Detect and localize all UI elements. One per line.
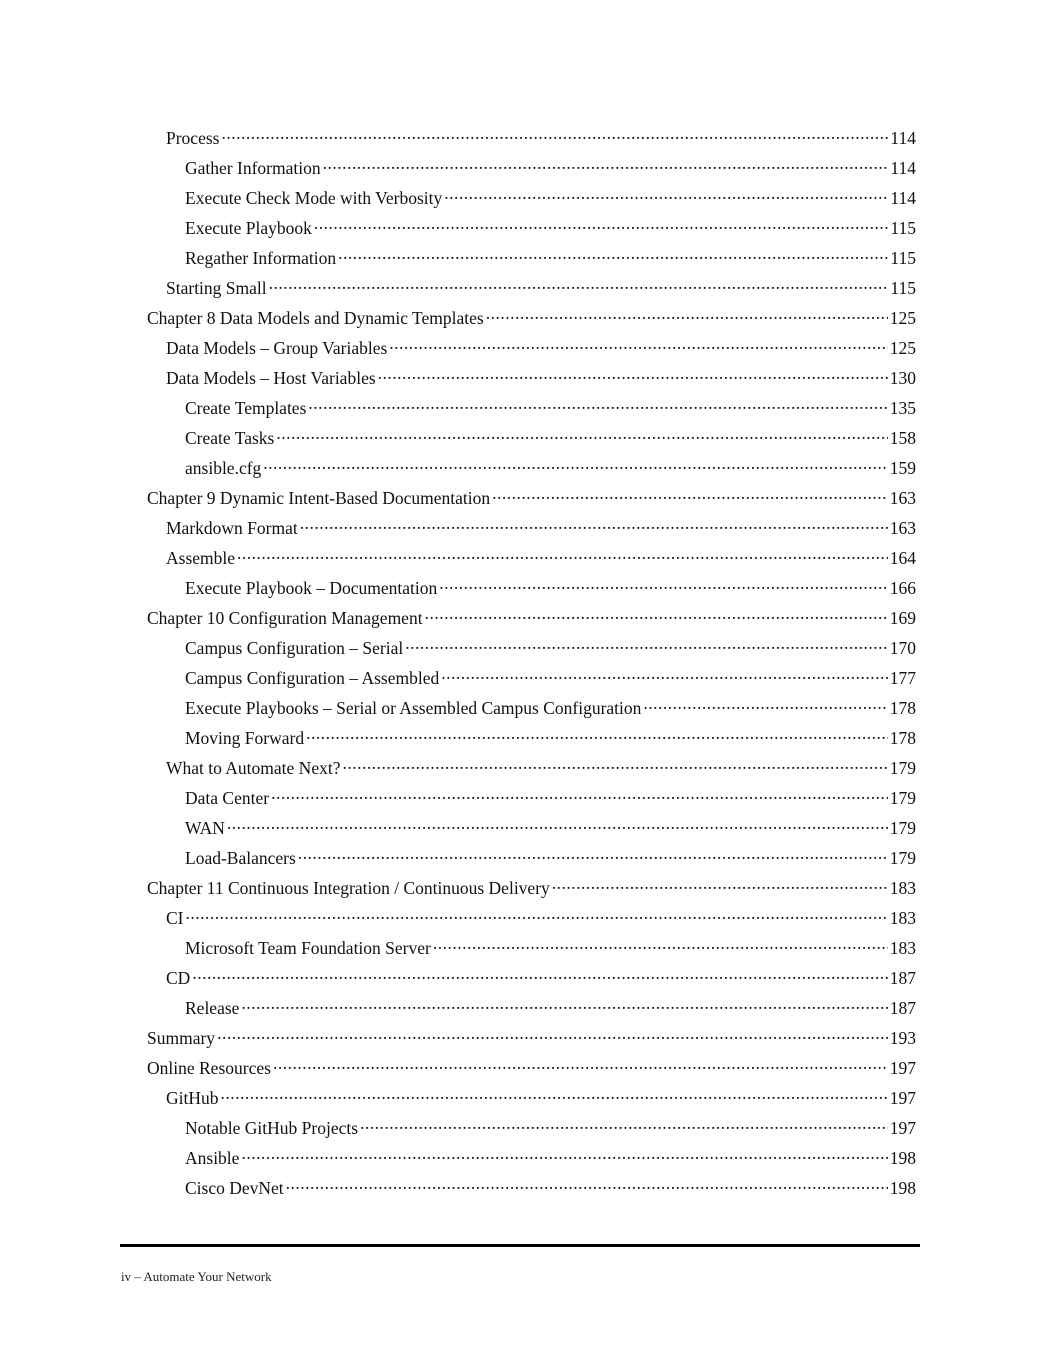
toc-dot-leader	[441, 662, 888, 684]
toc-entry-page-number: 163	[889, 518, 916, 538]
toc-entry-page-number: 159	[889, 458, 916, 478]
toc-entry-page-number: 166	[889, 578, 916, 598]
toc-entry-page-number: 115	[890, 278, 916, 298]
toc-entry-page-number: 125	[889, 338, 916, 358]
toc-dot-leader	[221, 1082, 888, 1104]
toc-entry-page-number: 187	[889, 998, 916, 1018]
toc-entry-page-number: 135	[889, 398, 916, 418]
toc-section-entry[interactable]	[0, 118, 1041, 148]
toc-entry-title: Load-Balancers	[185, 848, 296, 868]
toc-dot-leader	[486, 302, 888, 324]
toc-dot-leader	[271, 782, 888, 804]
toc-section-entry[interactable]	[0, 388, 1041, 418]
toc-section-entry[interactable]	[0, 328, 1041, 358]
toc-entry-page-number: 183	[889, 938, 916, 958]
toc-dot-leader	[241, 992, 887, 1014]
toc-section-entry[interactable]	[0, 658, 1041, 688]
toc-entry-title: Microsoft Team Foundation Server	[185, 938, 431, 958]
toc-chapter-entry[interactable]	[0, 478, 1041, 508]
toc-entry-page-number: 183	[889, 908, 916, 928]
toc-chapter-entry[interactable]	[0, 1018, 1041, 1048]
toc-entry-page-number: 183	[889, 878, 916, 898]
toc-entry-page-number: 198	[889, 1148, 916, 1168]
toc-entry-page-number: 187	[889, 968, 916, 988]
toc-section-entry[interactable]	[0, 688, 1041, 718]
toc-entry-title: Execute Check Mode with Verbosity	[185, 188, 443, 208]
toc-entry-page-number: 114	[890, 158, 916, 178]
toc-entry-page-number: 177	[889, 668, 916, 688]
toc-section-entry[interactable]	[0, 748, 1041, 778]
toc-dot-leader	[314, 212, 889, 234]
toc-section-entry[interactable]	[0, 448, 1041, 478]
toc-entry-page-number: 115	[890, 218, 916, 238]
toc-entry-page-number: 114	[890, 128, 916, 148]
toc-dot-leader	[643, 692, 887, 714]
toc-entry-page-number: 130	[889, 368, 916, 388]
toc-entry-title: Assemble	[166, 548, 236, 568]
toc-section-entry[interactable]	[0, 718, 1041, 748]
toc-dot-leader	[342, 752, 887, 774]
toc-entry-title: Process	[166, 128, 220, 148]
toc-section-entry[interactable]	[0, 778, 1041, 808]
toc-section-entry[interactable]	[0, 148, 1041, 178]
toc-dot-leader	[300, 512, 888, 534]
toc-dot-leader	[425, 602, 888, 624]
toc-dot-leader	[552, 872, 888, 894]
toc-entry-title: Execute Playbook – Documentation	[185, 578, 438, 598]
toc-dot-leader	[192, 962, 887, 984]
toc-chapter-entry[interactable]	[0, 298, 1041, 328]
toc-dot-leader	[389, 332, 887, 354]
toc-entry-title: Online Resources	[147, 1058, 271, 1078]
toc-entry-title: Chapter 8 Data Models and Dynamic Templates	[147, 308, 484, 328]
toc-chapter-entry[interactable]	[0, 868, 1041, 898]
toc-entry-title: Execute Playbooks – Serial or Assembled Campus Configuration	[185, 698, 642, 718]
toc-entry-page-number: 178	[889, 698, 916, 718]
toc-entry-page-number: 170	[889, 638, 916, 658]
toc-entry-page-number: 179	[889, 818, 916, 838]
toc-section-entry[interactable]	[0, 358, 1041, 388]
toc-entry-title: CD	[166, 968, 191, 988]
toc-entry-title: Campus Configuration – Serial	[185, 638, 404, 658]
toc-section-entry[interactable]	[0, 508, 1041, 538]
toc-entry-page-number: 198	[889, 1178, 916, 1198]
toc-dot-leader	[237, 542, 888, 564]
toc-dot-leader	[269, 272, 889, 294]
toc-section-entry[interactable]	[0, 988, 1041, 1018]
toc-entry-title: Data Center	[185, 788, 270, 808]
toc-entry-page-number: 197	[889, 1118, 916, 1138]
toc-entry-title: Chapter 10 Configuration Management	[147, 608, 423, 628]
toc-dot-leader	[338, 242, 888, 264]
toc-entry-title: Cisco DevNet	[185, 1178, 284, 1198]
toc-dot-leader	[323, 152, 889, 174]
toc-dot-leader	[298, 842, 888, 864]
toc-section-entry[interactable]	[0, 568, 1041, 598]
toc-dot-leader	[263, 452, 887, 474]
toc-entry-title: Moving Forward	[185, 728, 305, 748]
toc-entry-title: Data Models – Host Variables	[166, 368, 376, 388]
toc-chapter-entry[interactable]	[0, 1048, 1041, 1078]
toc-entry-page-number: 169	[889, 608, 916, 628]
toc-section-entry[interactable]	[0, 268, 1041, 298]
toc-section-entry[interactable]	[0, 1138, 1041, 1168]
toc-entry-page-number: 125	[889, 308, 916, 328]
toc-entry-title: CI	[166, 908, 184, 928]
toc-entry-title: WAN	[185, 818, 225, 838]
toc-section-entry[interactable]	[0, 628, 1041, 658]
toc-entry-page-number: 193	[889, 1028, 916, 1048]
toc-dot-leader	[186, 902, 888, 924]
toc-section-entry[interactable]	[0, 1108, 1041, 1138]
toc-dot-leader	[433, 932, 888, 954]
toc-entry-title: Markdown Format	[166, 518, 298, 538]
toc-entry-page-number: 158	[889, 428, 916, 448]
footer-divider	[120, 1244, 920, 1247]
toc-entry-title: GitHub	[166, 1088, 219, 1108]
toc-section-entry[interactable]	[0, 238, 1041, 268]
toc-section-entry[interactable]	[0, 538, 1041, 568]
toc-section-entry[interactable]	[0, 958, 1041, 988]
toc-dot-leader	[439, 572, 888, 594]
toc-entry-title: Release	[185, 998, 240, 1018]
toc-section-entry[interactable]	[0, 178, 1041, 208]
toc-entry-title: Campus Configuration – Assembled	[185, 668, 440, 688]
toc-section-entry[interactable]	[0, 208, 1041, 238]
toc-entry-page-number: 114	[890, 188, 916, 208]
toc-section-entry[interactable]	[0, 1078, 1041, 1108]
toc-dot-leader	[227, 812, 888, 834]
toc-chapter-entry[interactable]	[0, 598, 1041, 628]
toc-dot-leader	[360, 1112, 888, 1134]
toc-section-entry[interactable]	[0, 1168, 1041, 1198]
toc-section-entry[interactable]	[0, 808, 1041, 838]
toc-dot-leader	[217, 1022, 888, 1044]
toc-dot-leader	[444, 182, 888, 204]
toc-entry-title: Execute Playbook	[185, 218, 312, 238]
toc-entry-page-number: 179	[889, 848, 916, 868]
toc-entry-page-number: 164	[889, 548, 916, 568]
toc-entry-page-number: 115	[890, 248, 916, 268]
toc-dot-leader	[378, 362, 888, 384]
toc-entry-title: Chapter 11 Continuous Integration / Continuous Delivery	[147, 878, 550, 898]
toc-entry-title: Regather Information	[185, 248, 337, 268]
toc-entry-title: What to Automate Next?	[166, 758, 341, 778]
toc-entry-page-number: 179	[889, 758, 916, 778]
toc-dot-leader	[276, 422, 887, 444]
toc-entry-page-number: 163	[889, 488, 916, 508]
toc-section-entry[interactable]	[0, 898, 1041, 928]
page-footer: iv – Automate Your Network	[121, 1269, 272, 1284]
toc-dot-leader	[306, 722, 888, 744]
toc-dot-leader	[286, 1172, 888, 1194]
toc-dot-leader	[221, 122, 888, 144]
toc-entry-title: Create Tasks	[185, 428, 275, 448]
toc-entry-title: Starting Small	[166, 278, 267, 298]
toc-section-entry[interactable]	[0, 838, 1041, 868]
toc-dot-leader	[273, 1052, 888, 1074]
toc-entry-page-number: 197	[889, 1058, 916, 1078]
toc-entry-title: Summary	[147, 1028, 216, 1048]
toc-section-entry[interactable]	[0, 928, 1041, 958]
toc-entry-page-number: 197	[889, 1088, 916, 1108]
toc-entry-title: Chapter 9 Dynamic Intent-Based Documentation	[147, 488, 491, 508]
toc-entry-title: Create Templates	[185, 398, 307, 418]
toc-entry-title: ansible.cfg	[185, 458, 262, 478]
toc-dot-leader	[405, 632, 888, 654]
toc-entry-page-number: 179	[889, 788, 916, 808]
table-of-contents	[0, 118, 1041, 1198]
toc-entry-title: Ansible	[185, 1148, 240, 1168]
toc-entry-title: Notable GitHub Projects	[185, 1118, 359, 1138]
toc-dot-leader	[241, 1142, 887, 1164]
toc-entry-title: Data Models – Group Variables	[166, 338, 388, 358]
toc-entry-title: Gather Information	[185, 158, 321, 178]
toc-entry-page-number: 178	[889, 728, 916, 748]
toc-dot-leader	[492, 482, 888, 504]
toc-section-entry[interactable]	[0, 418, 1041, 448]
toc-dot-leader	[308, 392, 887, 414]
